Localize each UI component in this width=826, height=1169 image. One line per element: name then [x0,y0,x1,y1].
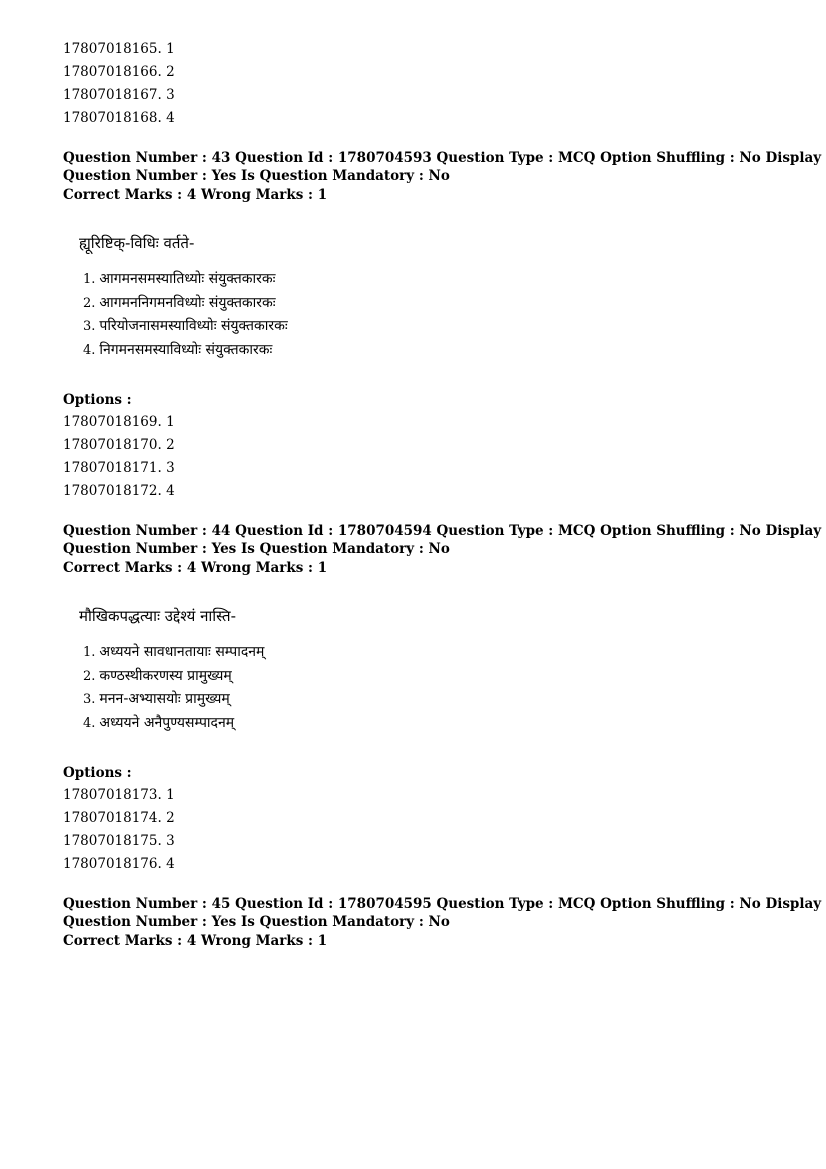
previous-options-list [63,38,763,130]
option-line: 17807018168. 4 [63,110,175,126]
option-line: 17807018171. 3 [63,460,175,476]
marks-line: Correct Marks : 4 Wrong Marks : 1 [63,933,328,949]
question-meta-line: Question Number : Yes Is Question Mandatory : No [63,913,450,930]
option-line: 17807018176. 4 [63,856,175,872]
choice-list [83,268,763,362]
question-meta-line: Question Number : 45 Question Id : 1780704595 Question Type : MCQ Option Shuffling : No Display [63,896,822,912]
choice-list [83,641,763,735]
question-meta-line: Question Number : 44 Question Id : 1780704594 Question Type : MCQ Option Shuffling : No Display [63,523,822,539]
choice-item: 1. आगमनसमस्यातिध्योः संयुक्तकारकः [83,271,276,287]
question-text: ह्यूरिष्टिक्-विधिः वर्तते- [79,234,195,252]
option-line: 17807018175. 3 [63,833,175,849]
options-list [63,784,763,876]
choice-item: 3. मनन-अभ्यासयोः प्रामुख्यम् [83,691,230,707]
options-label: Options : [63,765,132,781]
option-line: 17807018165. 1 [63,41,175,57]
question-43-block [63,150,822,503]
option-line: 17807018174. 2 [63,810,175,826]
options-list [63,411,763,503]
marks-line: Correct Marks : 4 Wrong Marks : 1 [63,187,328,203]
option-line: 17807018170. 2 [63,437,175,453]
option-line: 17807018169. 1 [63,414,175,430]
option-line: 17807018172. 4 [63,483,175,499]
choice-item: 4. अध्ययने अनैपुण्यसम्पादनम् [83,714,235,731]
choice-item: 1. अध्ययने सावधानतायाः सम्पादनम् [83,644,265,660]
options-label: Options : [63,392,132,408]
choice-item: 3. परियोजनासमस्याविध्योः संयुक्तकारकः [83,318,288,334]
document-page [63,38,822,952]
question-meta-line: Question Number : Yes Is Question Mandatory : No [63,167,450,184]
option-line: 17807018166. 2 [63,64,175,80]
marks-line: Correct Marks : 4 Wrong Marks : 1 [63,560,328,576]
question-45-block [63,896,822,952]
option-line: 17807018173. 1 [63,787,175,803]
question-meta-line: Question Number : 43 Question Id : 1780704593 Question Type : MCQ Option Shuffling : No Display [63,150,822,166]
question-44-block [63,523,822,876]
question-text: मौखिकपद्धत्याः उद्देश्यं नास्ति- [79,607,236,625]
choice-item: 4. निगमनसमस्याविध्योः संयुक्तकारकः [83,341,273,358]
choice-item: 2. कण्ठस्थीकरणस्य प्रामुख्यम् [83,667,232,684]
option-line: 17807018167. 3 [63,87,175,103]
question-meta-line: Question Number : Yes Is Question Mandatory : No [63,540,450,557]
choice-item: 2. आगमननिगमनविध्योः संयुक्तकारकः [83,294,276,311]
